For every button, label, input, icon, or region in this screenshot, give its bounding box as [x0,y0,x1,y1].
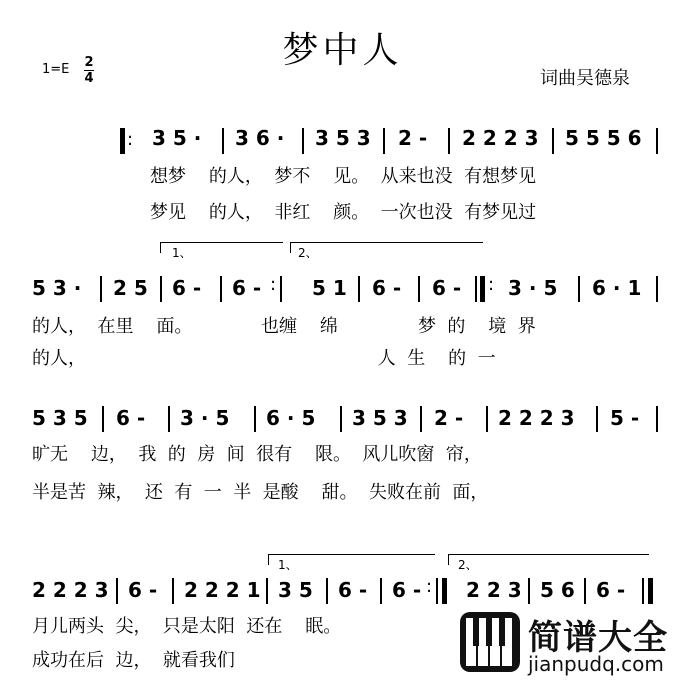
measure: 3 5 3 [352,406,408,430]
logo-brand: 简谱大全 [528,618,668,658]
measure: 5 5 5 6 [565,126,642,150]
measure: 2 5 [113,276,148,300]
measure: 2 2 2 3 [32,578,109,602]
key-signature: 1=E [42,62,70,77]
measure: 6 - [432,276,462,300]
volta-1-label: 1、 [278,558,298,572]
song-title: 梦中人 [282,30,403,71]
volta-2-label: 2、 [458,558,478,572]
measure: 3 5 3 [315,126,371,150]
volta-1-label: 1、 [172,246,192,260]
lyric-line-1: 想梦 的人， 梦不 见。 从来也没 有想梦见 [150,166,537,187]
lyric-line-2: 成功在后 边， 就看我们 [32,650,235,671]
measure: 2 - [434,406,464,430]
measure: 6 · 1 [592,276,642,300]
author-credit: 词曲吴德泉 [540,68,630,89]
measure: 6 · 5 [266,406,316,430]
lyric-line-1: 月儿两头 尖， 只是太阳 还在 眠。 [32,616,342,637]
measure: 2 2 3 [466,578,522,602]
measure: 3 6 · [235,126,285,150]
volta-2-label: 2、 [298,246,318,260]
measure: 2 - [398,126,428,150]
measure: 5 3 · [32,276,82,300]
measure: 3 · 5 [508,276,558,300]
measure: 2 2 2 1 [184,578,261,602]
measure: 3 5 · [152,126,202,150]
site-logo [458,608,682,678]
measure: 2 2 2 3 [462,126,539,150]
measure: 6 - [172,276,202,300]
lyric-line-2: 的人， 人 生 的 一 [32,348,496,369]
measure: 6 - [392,578,422,602]
measure: 6 - [128,578,158,602]
measure: 5 3 5 [32,406,88,430]
measure: 5 1 [312,276,347,300]
logo-site: jianpudq.com [528,652,664,676]
lyric-line-1: 旷无 边， 我 的 房 间 很有 限。 风儿吹窗 帘， [32,444,482,465]
time-signature [84,56,94,85]
measure: 3 · 5 [180,406,230,430]
measure: 6 - [372,276,402,300]
lyric-line-1: 的人， 在里 面。 也缠 绵 梦 的 境 界 [32,316,536,337]
time-sig-top: 2 [84,55,94,70]
measure: 3 5 [278,578,313,602]
measure: 6 - [338,578,368,602]
measure: 6 - [596,578,626,602]
lyric-line-2: 梦见 的人， 非红 颜。 一次也没 有梦见过 [150,202,537,223]
measure: 6 - [116,406,146,430]
measure: 5 6 [540,578,575,602]
lyric-line-2: 半是苦 辣， 还 有 一 半 是酸 甜。 失败在前 面， [32,482,489,503]
measure: 5 - [610,406,640,430]
measure: 2 2 2 3 [498,406,575,430]
measure: 6 - [232,276,262,300]
time-sig-bottom: 4 [84,71,94,86]
